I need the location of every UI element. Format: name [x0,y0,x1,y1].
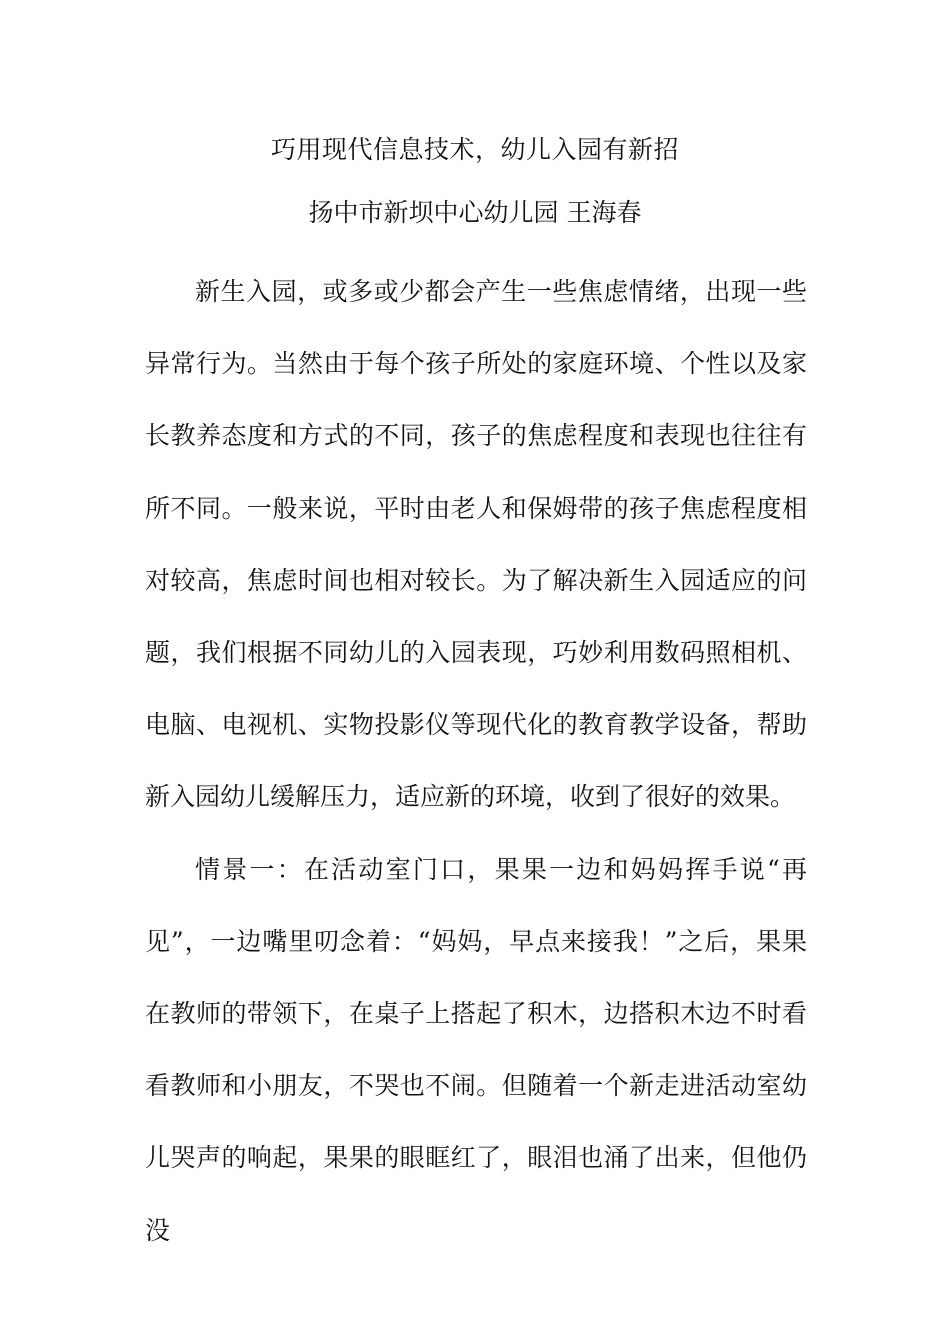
document-title: 巧用现代信息技术，幼儿入园有新招 [270,135,679,164]
document-body [145,256,807,1267]
paragraph-scenario-one: 情景一：在活动室门口，果果一边和妈妈挥手说“再见”，一边嘴里叨念着：“妈妈，早点来接我！”之后，果果在教师的带领下，在桌子上搭起了积木，边搭积木边不时看看教师和小朋友，不哭也不闹。但随着一个新走进活动室幼儿哭声的响起，果果的眼眶红了，眼泪也涌了出来，但他仍没 [145,854,807,1245]
paragraph-intro: 新生入园，或多或少都会产生一些焦虑情绪，出现一些异常行为。当然由于每个孩子所处的家庭环境、个性以及家长教养态度和方式的不同，孩子的焦虑程度和表现也往往有所不同。一般来说，平时由老人和保姆带的孩子焦虑程度相对较高，焦虑时间也相对较长。为了解决新生入园适应的问题，我们根据不同幼儿的入园表现，巧妙利用数码照相机、电脑、电视机、实物投影仪等现代化的教育教学设备，帮助新入园幼儿缓解压力，适应新的环境，收到了很好的效果。 [145,277,807,812]
author-line: 扬中市新坝中心幼儿园 王海春 [308,198,642,227]
